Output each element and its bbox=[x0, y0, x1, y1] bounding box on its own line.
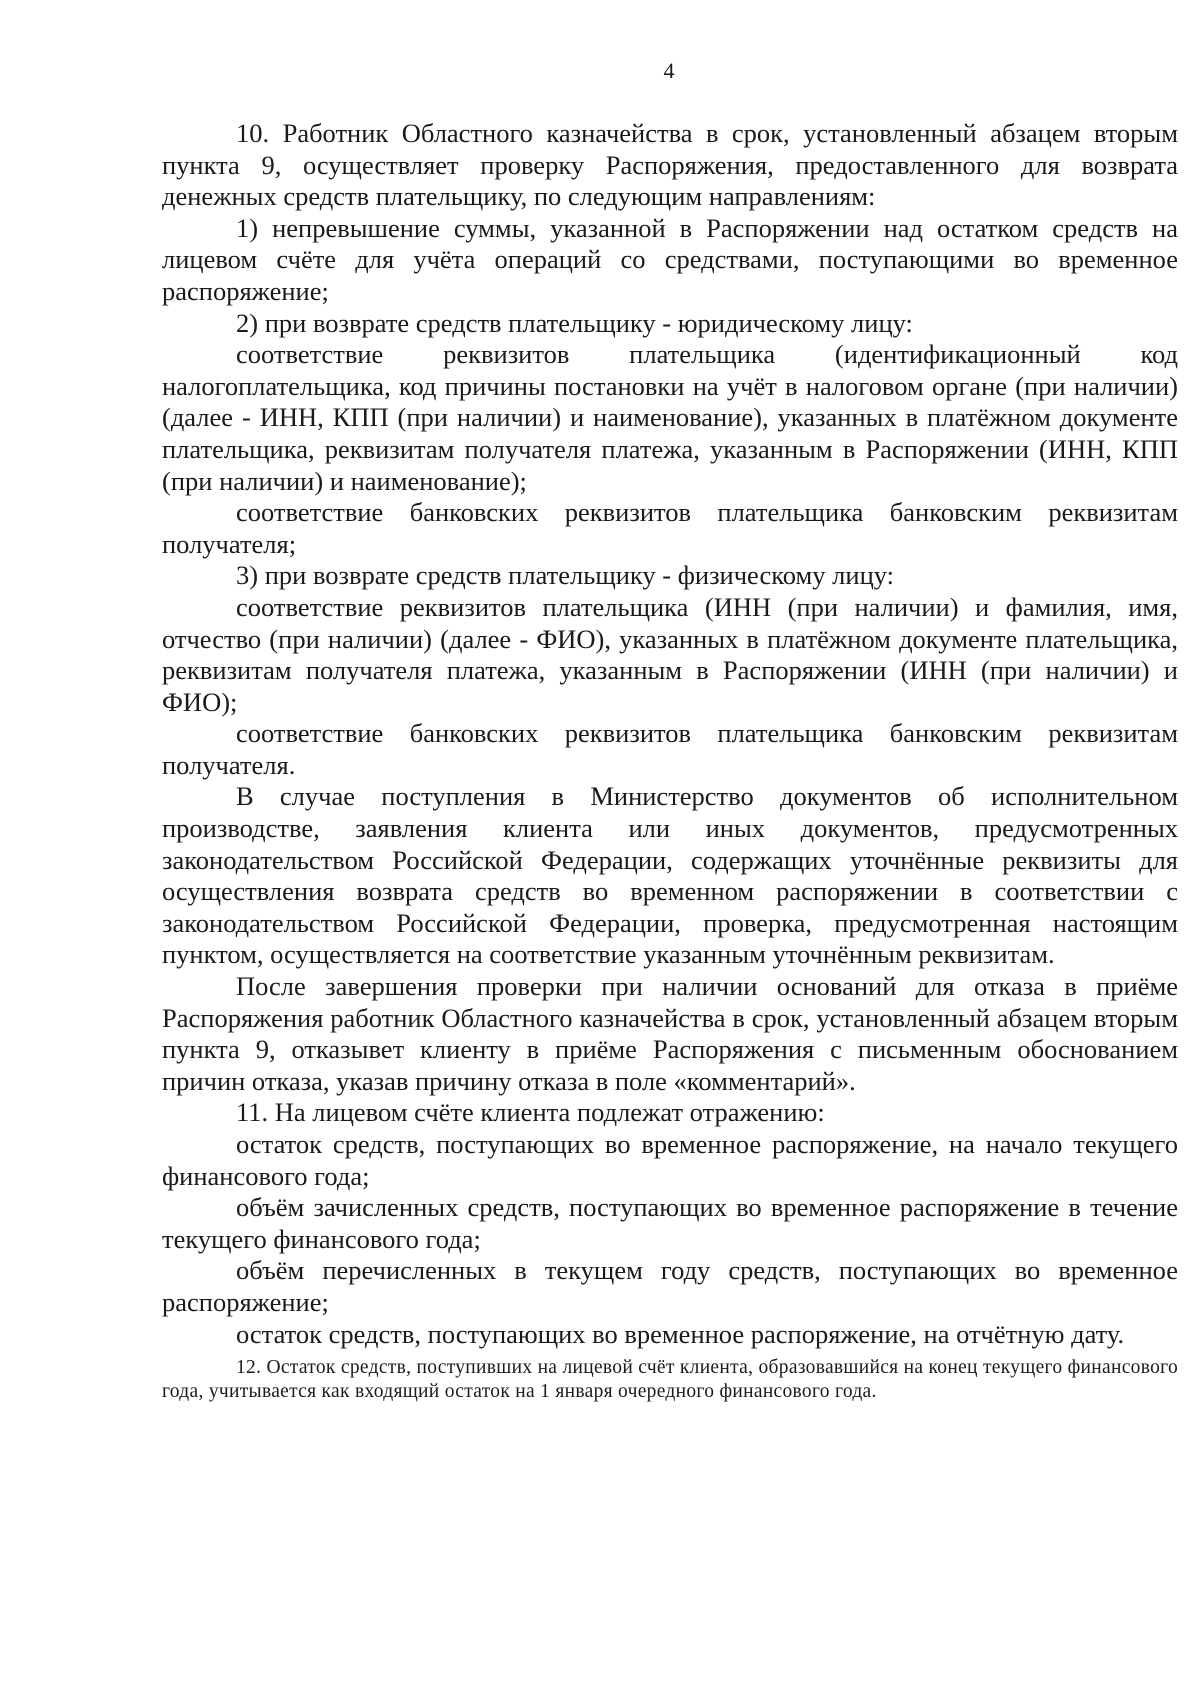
paragraph-10-item-3-requisites: соответствие реквизитов плательщика (ИНН (при наличии) и фамилия, имя, отчество (при наличии) (далее - ФИО), указанных в платёжном документе плательщика, реквизитам получателя платежа, указанным в Распоряжении (ИНН (при наличии) и ФИО); bbox=[162, 591, 1178, 717]
paragraph-11-item-opening-balance: остаток средств, поступающих во временное распоряжение, на начало текущего финансового года; bbox=[162, 1129, 1178, 1191]
paragraph-11-item-credited: объём зачисленных средств, поступающих во временное распоряжение в течение текущего финансового года; bbox=[162, 1192, 1178, 1254]
paragraph-11-item-transferred: объём перечисленных в текущем году средств, поступающих во временное распоряжение; bbox=[162, 1255, 1178, 1317]
paragraph-10-refined-requisites: В случае поступления в Министерство документов об исполнительном производстве, заявления клиента или иных документов, предусмотренных законодательством Российской Федерации, содержащих уточнённые реквизиты для осуществления возврата средств во временном распоряжении в соответствии с законодательством Российской Федерации, проверка, предусмотренная настоящим пунктом, осуществляется на соответствие указанным уточнённым реквизитам. bbox=[162, 781, 1178, 970]
paragraph-12: 12. Остаток средств, поступивших на лицевой счёт клиента, образовавшийся на конец текущего финансового года, учитывается как входящий остаток на 1 января очередного финансового года. bbox=[162, 1357, 1178, 1403]
paragraph-11-item-reporting-balance: остаток средств, поступающих во временное распоряжение, на отчётную дату. bbox=[236, 1318, 1125, 1349]
paragraph-10-item-1: 1) непревышение суммы, указанной в Распоряжении над остатком средств на лицевом счёте для учёта операций со средствами, поступающими во временное распоряжение; bbox=[162, 212, 1178, 306]
paragraph-10-item-3: 3) при возврате средств плательщику - физическому лицу: bbox=[236, 560, 895, 591]
page-number: 4 bbox=[663, 58, 675, 83]
paragraph-10: 10. Работник Областного казначейства в срок, установленный абзацем вторым пункта 9, осуществляет проверку Распоряжения, предоставленного для возврата денежных средств плательщику, по следующим направлениям: bbox=[162, 118, 1178, 212]
paragraph-10-refusal: После завершения проверки при наличии оснований для отказа в приёме Распоряжения работник Областного казначейства в срок, установленный абзацем вторым пункта 9, отказывет клиенту в приёме Распоряжения с письменным обоснованием причин отказа, указав причину отказа в поле «комментарий». bbox=[162, 971, 1178, 1096]
paragraph-10-item-2: 2) при возврате средств плательщику - юридическому лицу: bbox=[236, 307, 913, 338]
paragraph-11: 11. На лицевом счёте клиента подлежат отражению: bbox=[236, 1097, 825, 1128]
paragraph-10-item-2-requisites: соответствие реквизитов плательщика (идентификационный код налогоплательщика, код причины постановки на учёт в налоговом органе (при наличии) (далее - ИНН, КПП (при наличии) и наименование), указанных в платёжном документе плательщика, реквизитам получателя платежа, указанным в Распоряжении (ИНН, КПП (при наличии) и наименование); bbox=[162, 339, 1178, 496]
paragraph-10-item-3-bank-requisites: соответствие банковских реквизитов плательщика банковским реквизитам получателя. bbox=[162, 718, 1178, 780]
paragraph-10-item-2-bank-requisites: соответствие банковских реквизитов плательщика банковским реквизитам получателя; bbox=[162, 497, 1178, 559]
document-body bbox=[162, 118, 1178, 1404]
